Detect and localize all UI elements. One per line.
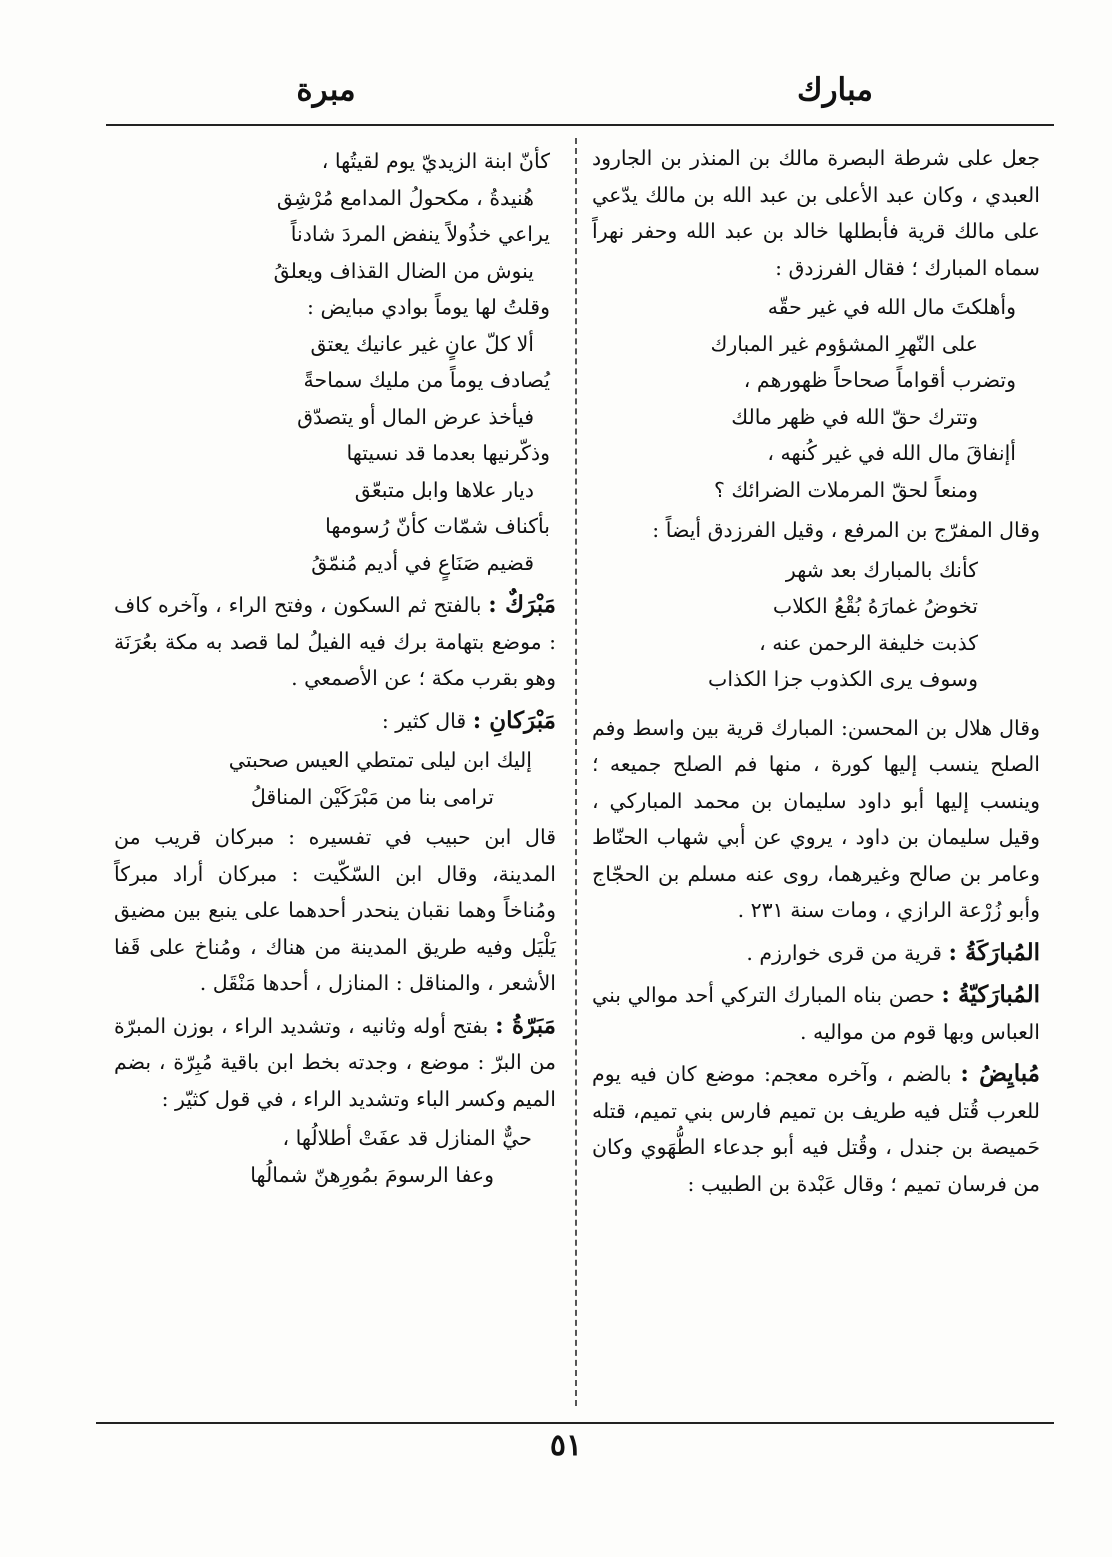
paragraph: قال ابن حبيب في تفسيره : مبركان قريب من المدينة، وقال ابن السّكّيت : مبركان أراد مبركاً ومُناخاً وهما نقبان ينحدر أحدهما على ينبع بين مضيق يَلْيَل وفيه طريق المدينة من هناك ، ومُناخ على قَفا الأشعر ، والمناقل : المنازل ، أحدها مَنْقَل . — [114, 825, 556, 995]
headword: المُبارَكيّةُ : — [941, 981, 1040, 1008]
verse-line: ومنعاً لحقّ المرملات الضرائك ؟ — [713, 477, 978, 502]
paragraph: وقال هلال بن المحسن: المبارك قرية بين واسط وفم الصلح ينسب إليها كورة ، منها فم الصلح جميعه ؛ وينسب إليها أبو داود سليمان بن محمد المباركي ، وقيل سليمان بن داود ، يروي عن أبي شهاب الحنّاط وعامر بن صالح وغيرهما، روى عنه مسلم بن الحجّاج وأبو زُرْعة الرازي ، ومات سنة ٢٣١ . — [592, 715, 1040, 922]
headword: مَبْرَكانِ : — [472, 706, 556, 734]
poem — [114, 143, 556, 581]
entry-text: قرية من قرى خوارزم . — [746, 940, 942, 965]
poem — [592, 289, 1040, 508]
poem — [592, 552, 1040, 698]
entry-text: بالضم ، وآخره معجم: موضع كان فيه يوم للعرب قُتل فيه طريف بن تميم فارس بني تميم، قتله حَميصة بن جندل ، وقُتل فيه أبو جدعاء الطُّهَوي وكان من فرسان تميم ؛ وقال عَبْدة بن الطبيب : — [592, 1062, 1040, 1196]
verse-line: ترامى بنا من مَبْرَكَيْن المناقلُ — [250, 784, 494, 809]
verse-line: كأنك بالمبارك بعد شهر — [785, 557, 978, 582]
column-divider — [575, 138, 577, 1406]
verse-line: وذكّرنيها بعدما قد نسيتها — [346, 441, 550, 465]
verse-line: بأكناف شمّات كأنّ رُسومها — [325, 514, 550, 538]
poem — [114, 742, 556, 815]
headword: المُبارَكَةُ : — [948, 938, 1040, 966]
entry — [592, 935, 1040, 972]
header-rule — [106, 124, 1054, 126]
verse-line: ألا كلّ عانٍ غير عانيك يعتق — [310, 331, 534, 356]
verse-line: فيأخذ عرض المال أو يتصدّق — [297, 404, 534, 429]
right-column — [592, 140, 1040, 1202]
entry-text: حصن بناه المبارك التركي أحد موالي بني العباس وبها قوم من مواليه . — [592, 983, 1040, 1044]
verse-line: كذبت خليفة الرحمن عنه ، — [759, 630, 978, 655]
footer-rule — [96, 1422, 1054, 1424]
headword: مَبْرَكٌ : — [488, 591, 556, 618]
entry — [114, 1008, 556, 1118]
entry-text: بفتح أوله وثانيه ، وتشديد الراء ، بوزن المبرّة من البرّ : موضع ، وجدته بخط ابن باقية مُبِرّة ، بضم الميم وكسر الباء وتشديد الراء ، في قول كثيّر : — [114, 1013, 556, 1111]
entry-text: بالفتح ثم السكون ، وفتح الراء ، وآخره كاف : موضع بتهامة برك فيه الفيلُ لما قصد به مكة بعُرَنَة وهو بقرب مكة ؛ عن الأصمعي . — [114, 593, 556, 690]
paragraph: وقال المفرّج بن المرفع ، وقيل الفرزدق أيضاً : — [652, 518, 1040, 542]
verse-line: ينوش من الضال القذاف ويعلقُ — [273, 258, 534, 283]
poem — [114, 1120, 556, 1193]
verse-line: يُصادف يوماً من مليك سماحةً — [303, 368, 550, 392]
paragraph: جعل على شرطة البصرة مالك بن المنذر بن الجارود العبدي ، وكان عبد الأعلى بن عبد الله بن مالك يدّعي على مالك قرية فأبطلها خالد بن عبد الله وحفر نهراً سماه المبارك ؛ فقال الفرزدق : — [592, 146, 1040, 280]
entry — [592, 977, 1040, 1050]
running-head-left: مبرة — [296, 72, 356, 108]
headword: مَبَرّةُ : — [495, 1011, 556, 1039]
left-column — [114, 140, 556, 1197]
verse-line: ديار علاها وابل متبعّق — [354, 477, 534, 502]
verse-line: إليك ابن ليلى تمتطي العيس صحبتي — [228, 748, 532, 772]
entry — [114, 587, 556, 697]
verse-line: وأهلكتَ مال الله في غير حقّه — [767, 295, 1016, 319]
verse-line: يراعي خذُولاً ينفض المردَ شادناً — [290, 222, 550, 246]
verse-line: وعفا الرسومَ بمُورِهنّ شمالُها — [250, 1162, 494, 1187]
verse-line: وتضرب أقواماً صحاحاً ظهورهم ، — [743, 368, 1016, 392]
headword: مُبايِضُ : — [960, 1060, 1040, 1087]
verse-line: وسوف يرى الكذوب جزا الكذاب — [708, 667, 978, 691]
entry-text: قال كثير : — [381, 708, 467, 733]
verse-line: قضيم صَنَاعٍ في أديم مُنمّقُ — [311, 550, 534, 575]
verse-line: حيٌّ المنازل قد عفَتْ أطلالُها ، — [282, 1126, 532, 1150]
verse-line: وتترك حقّ الله في ظهر مالك — [731, 404, 978, 429]
verse-line: كأنّ ابنة الزيديّ يوم لقيتُها ، — [321, 149, 550, 173]
verse-line: هُنيدةُ ، مكحولُ المدامع مُرْشِق — [276, 185, 534, 210]
entry — [114, 703, 556, 740]
page-number: ٥١ — [549, 1428, 583, 1463]
verse-line: وقلتُ لها يوماً بوادي مبايض : — [307, 295, 550, 319]
verse-line: تخوضُ غمارَهُ بُقْعُ الكلاب — [772, 594, 978, 618]
running-head-right: مبارك — [797, 72, 873, 108]
verse-line: على النّهرِ المشؤوم غير المبارك — [710, 331, 978, 356]
verse-line: أإنفاقَ مال الله في غير كُنهه ، — [767, 441, 1016, 465]
entry — [592, 1056, 1040, 1202]
spacer — [592, 702, 1040, 710]
